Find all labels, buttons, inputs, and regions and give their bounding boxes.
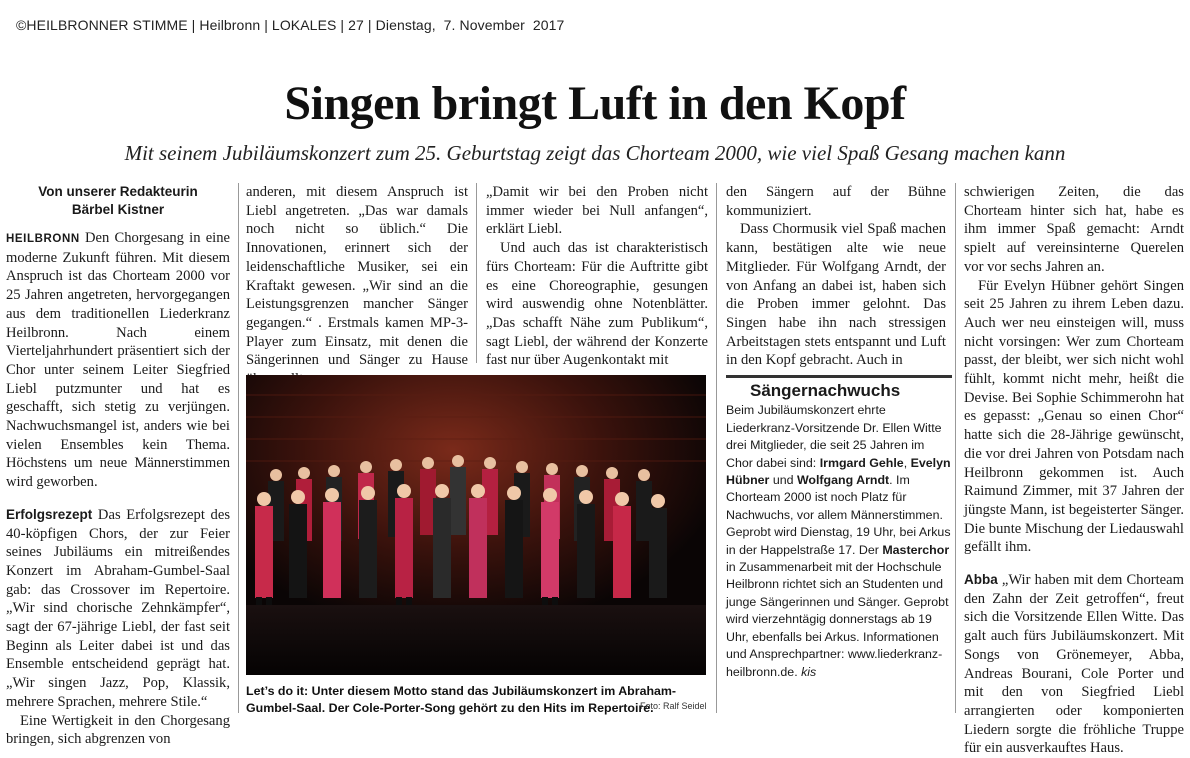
info-box — [726, 375, 952, 681]
paragraph-text: Das Erfolgsrezept des 40-köpfigen Chors, der zur Feier seines Jubiläums ein mitreißendes Konzert im Abraham-Gumbel-Saal gab: das Crossover im Repertoire. „Wir sind chorische Zehnkämpfer“, sagt der 67-jährige Liebl, der fast seit Beginn als Leiter dabei ist und das Ensemble entscheidend geprägt hat. „Wir singen Jazz, Pop, Klassik, mehrere Sprachen, mehrere Stile.“ — [6, 506, 230, 710]
subhead-keyword: Abba — [964, 572, 998, 588]
column-rule — [476, 183, 477, 363]
paragraph: Eine Wertigkeit in den Chorgesang bringen, sich abgrenzen von — [6, 712, 230, 748]
paragraph: Für Evelyn Hübner gehört Singen seit 25 Jahren zu ihrem Leben dazu. Auch wer neu einsteigen will, muss nicht vorsingen: Wer zum Chorteam passt, der bleibt, wer sich nicht wohl fühlt, kommt nicht mehr, heißt die Devise. Bei Sophie Schimmerohn hat es gepasst: „Genau so einen Chor“ hatte sich die 28-Jährige gewünscht, die vor drei Jahren von Potsdam nach Heilbronn gekommen ist. Auch Raimund Zimmer, mit 37 Jahren der jüngste Mann, ist begeisterter Sänger. Die bunte Mischung der Liedauswahl gefällt ihm. — [964, 277, 1184, 556]
photo-credit: Foto: Ralf Seidel — [640, 701, 707, 711]
info-text: und — [769, 473, 797, 488]
info-box-body — [726, 402, 952, 681]
paragraph — [964, 571, 1184, 758]
author-signature: kis — [801, 664, 817, 679]
paragraph-text: „Wir haben mit dem Chorteam den Zahn der Zeit getroffen“, freut sich die Vorsitzende Ellen Witte. Das galt auch fürs Jubiläumskonzert. Mit Songs von Grönemeyer, Abba, Andreas Bourani, Cole Porter und mit den von Siegfried Liebl arrangierten oder komponierten Liedern sorgte die fröhliche Truppe für ein ausverkauftes Haus. — [964, 572, 1184, 757]
choir-photo — [246, 375, 706, 675]
paragraph-text: Den Chorgesang in eine moderne Zukunft führen. Mit diesem Anspruch ist das Chorteam 2000 vor 25 Jahren angetreten, hervorgegangen aus dem traditionellen Liederkranz Heilbronn. Nach einem Vierteljahrhundert präsentiert sich der Chor unter seinem Leiter Siegfried Liebl putzmunter und hat es geschafft, sich stetig zu verjüngen. Nachwuchsmangel ist, anders wie bei vielen Ensembles kein Thema. Höchstens um neue Männerstimmen wird geworben. — [6, 230, 230, 491]
headline: Singen bringt Luft in den Kopf — [284, 77, 906, 130]
article-column-3 — [486, 183, 708, 370]
member-name: Irmgard Gehle — [819, 455, 904, 470]
byline — [6, 183, 230, 219]
paragraph — [6, 506, 230, 712]
masthead: ©HEILBRONNER STIMME | Heilbronn | LOKALES | 27 | Dienstag, 7. November 2017 — [16, 17, 565, 33]
info-text: . Im Chorteam 2000 ist noch Platz für Nachwuchs, vor allem Männerstimmen. Geprobt wird Dienstag, 19 Uhr, bei Arkus in der Happelstraße 17. Der — [726, 473, 951, 557]
paragraph — [6, 229, 230, 492]
paragraph: anderen, mit diesem Anspruch ist Liebl angetreten. „Das war damals noch nicht so üblich.“ Die Innovationen, erinnert sich der leidenschaftliche Musiker, sei ein Kraftakt gewesen. „Wir sind an die Leistungsgrenzen mancher Sänger gegangen.“ . Erstmals kamen MP-3-Player zum Einsatz, mit denen die Sängerinnen und Sänger zu Hause — [246, 184, 468, 369]
column-rule — [716, 183, 717, 713]
dateline: HEILBRONN — [6, 233, 80, 245]
article-column-4 — [726, 183, 946, 370]
photo-caption: Let’s do it: Unter diesem Motto stand das Jubiläumskonzert im Abraham-Gumbel-Saal. Der Cole-Porter-Song gehört zu den Hits im Repertoire. — [246, 684, 677, 715]
article-column-2 — [246, 183, 468, 389]
info-text: in Zusammenarbeit mit der Hochschule Heilbronn richtet sich an Studenten und junge Sängerinnen und Sänger. Geprobt wird vierzehntägig donnerstags ab 19 Uhr, ebenfalls bei Arkus. Informationen und Ansprechpartner: www.liederkranz-heilbronn.de. — [726, 560, 949, 679]
paragraph: „Damit wir bei den Proben nicht immer wieder bei Null anfangen“, erklärt Liebl. — [486, 184, 708, 238]
paragraph: Und auch das ist charakteristisch fürs Chorteam: Für die Auftritte gibt es eine Choreographie, gesungen wird auswendig ohne Notenblätter. „Das schafft Nähe zum Publikum“, sagt Liebl, der während der Konzerte fast nur über Augenkontakt mit — [486, 240, 708, 369]
column-rule — [955, 183, 956, 713]
paragraph: schwierigen Zeiten, die das Chorteam hinter sich hat, habe es ihm immer Spaß gemacht: Arndt spielt auf vereinsinterne Querelen vor vor sechs Jahren an. — [964, 184, 1184, 275]
byline-author: Bärbel Kistner — [71, 202, 165, 217]
article-column-1 — [6, 183, 230, 749]
byline-line1: Von unserer Redakteurin — [38, 184, 198, 199]
choir-name: Masterchor — [882, 542, 950, 557]
info-text: , — [903, 455, 911, 470]
info-text: Beim Jubiläumskonzert ehrte Liederkranz-Vorsitzende Dr. Ellen Witte drei Mitglieder, die seit 25 Jahren im Chor dabei sind: — [726, 403, 942, 470]
paragraph: den Sängern auf der Bühne kommuniziert. — [726, 184, 946, 219]
article-column-5 — [964, 183, 1184, 758]
info-box-title: Sängernachwuchs — [726, 375, 952, 402]
column-rule — [238, 183, 239, 713]
member-name: Evelyn Hübner — [726, 455, 951, 488]
choir-photo-illustration — [246, 375, 706, 675]
subheadline: Mit seinem Jubiläumskonzert zum 25. Geburtstag zeigt das Chorteam 2000, wie viel Spaß Gesang machen kann — [124, 141, 1066, 165]
member-name: Wolfgang Arndt — [796, 473, 890, 488]
subhead-keyword: Erfolgsrezept — [6, 506, 93, 522]
paragraph: Dass Chormusik viel Spaß machen kann, bestätigen alte wie neue Mitglieder. Für Wolfgang Arndt, der von Anfang an dabei ist, haben sich die Proben immer gelohnt. Das Singen habe ihn nach stressigen Arbeitstagen stets entspannt und Luft in den Kopf gebracht. Auch in — [726, 221, 946, 369]
